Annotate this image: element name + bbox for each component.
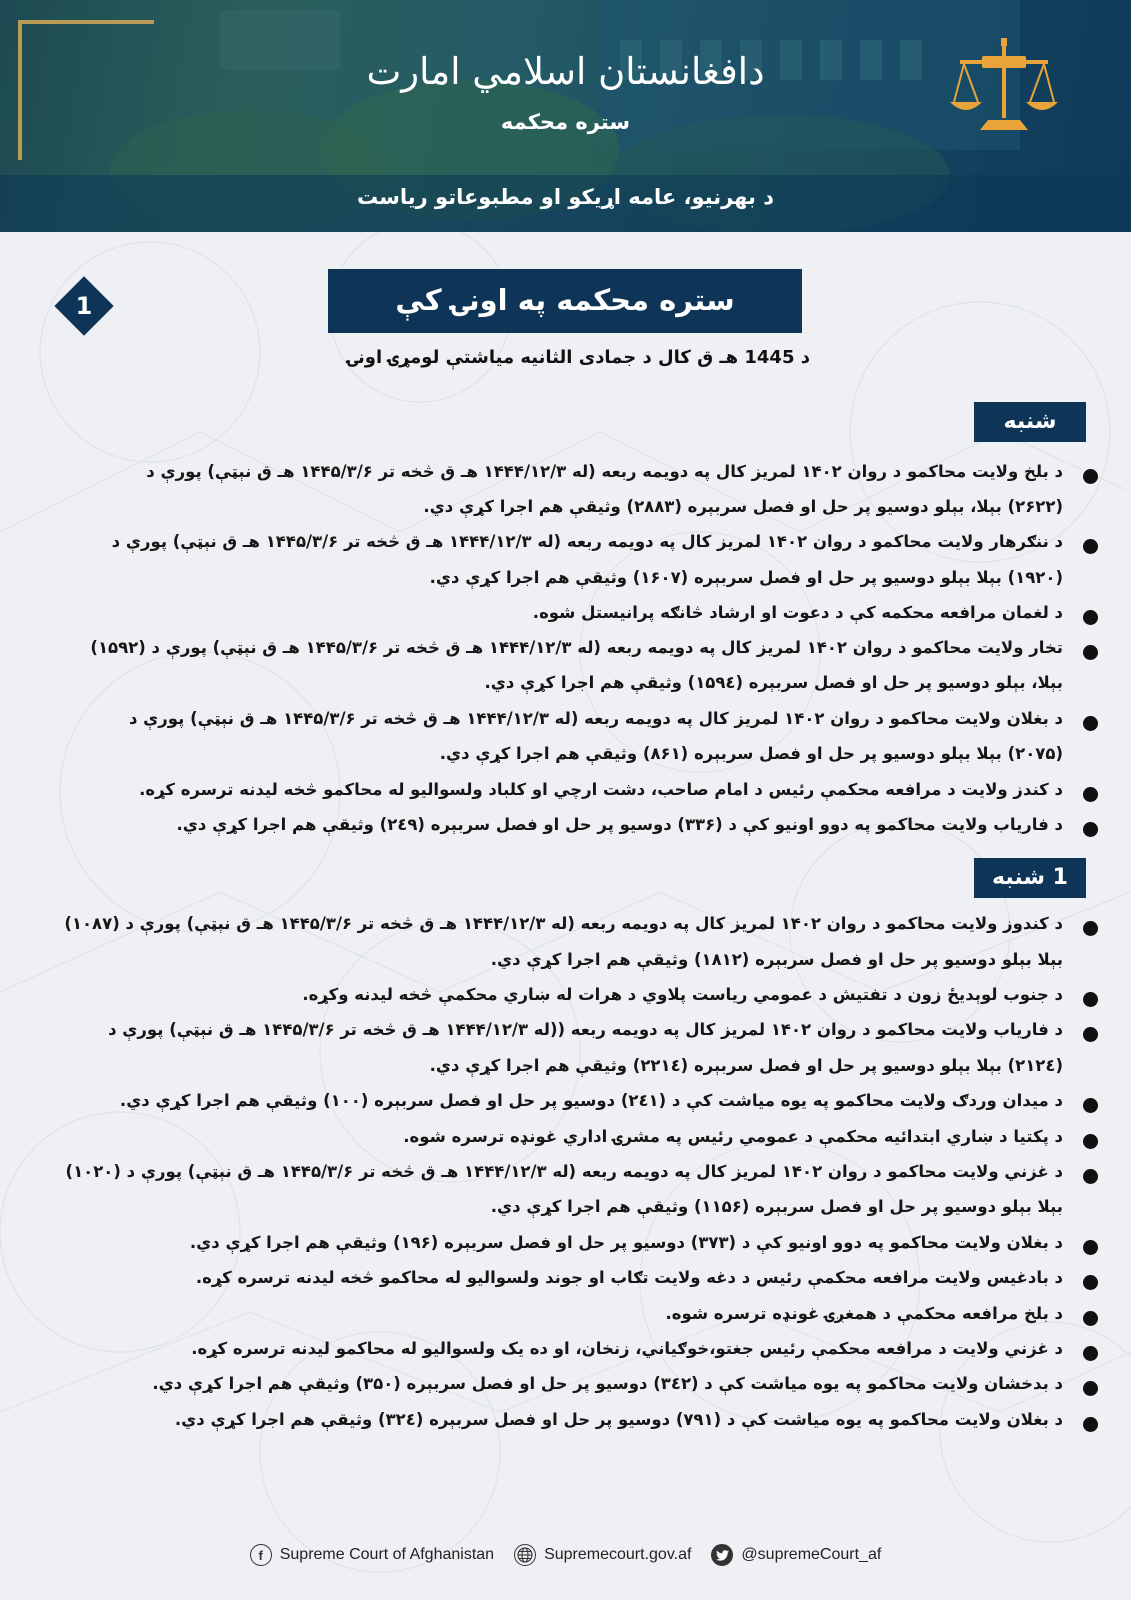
facebook-icon: f bbox=[250, 1544, 272, 1566]
court-name: ستره محکمه bbox=[500, 110, 631, 134]
subtitle: د 1445 هـ ق کال د جمادی الثانیه میاشتې لومړۍ اونۍ bbox=[347, 347, 810, 368]
list-item: د کندز ولایت د مرافعه محکمې رئیس د امام صاحب، دشت ارچي او کلباد ولسوالیو له محاکمو څخه لیدنه ترسره کړه. bbox=[139, 780, 1063, 799]
website-link[interactable] bbox=[514, 1544, 691, 1566]
facebook-link[interactable] bbox=[250, 1544, 494, 1566]
list-item: د غزني ولایت محاکمو د روان ۱۴۰۲ لمریز کال په دویمه ربعه (له ۱۴۴۴/۱۲/۳ هـ ق څخه تر ۱۴۴۵/۳/۶ هـ ق نېټې) پورې د (۱۰۲۰) bbox=[65, 1162, 1063, 1181]
list-item: د ننګرهار ولایت محاکمو د روان ۱۴۰۲ لمریز کال په دویمه ربعه (له ۱۴۴۴/۱۲/۳ هـ ق څخه تر ۱۴۴۵/۳/۶ هـ ق نېټې) پورې د bbox=[111, 532, 1063, 551]
bullet bbox=[1083, 469, 1098, 484]
list-item-continuation: (۲۱۲٤) بېلا بېلو دوسیو پر حل او فصل سربېره (۲۲۱٤) وثیقې هم اجرا کړې دي. bbox=[429, 1056, 1063, 1075]
bullet bbox=[1083, 1275, 1098, 1290]
day-label-sunday: 1 شنبه bbox=[974, 858, 1086, 898]
bullet bbox=[1083, 645, 1098, 660]
website-label: Supremecourt.gov.af bbox=[544, 1546, 692, 1563]
bullet bbox=[1083, 1381, 1098, 1396]
list-item-continuation: (۲۰۷۵) بېلا بېلو دوسیو پر حل او فصل سربېره (۸۶۱) وثیقې هم اجرا کړې دي. bbox=[439, 744, 1063, 763]
list-item-continuation: بېلا بېلو دوسیو پر حل او فصل سربېره (۱۸۱۲) وثیقې هم اجرا کړې دي. bbox=[490, 950, 1063, 969]
list-item: تخار ولایت محاکمو د روان ۱۴۰۲ لمریز کال په دویمه ربعه (له ۱۴۴۴/۱۲/۳ هـ ق څخه تر ۱۴۴۵/۳/۶ هـ ق نېټې) پورې د (۱۵۹۲) bbox=[90, 638, 1063, 657]
header-banner bbox=[0, 0, 1131, 232]
list-item-continuation: بېلا بېلو دوسیو پر حل او فصل سربېره (۱۱۵۶) وثیقې هم اجرا کړې دي. bbox=[490, 1197, 1063, 1216]
bullet bbox=[1083, 539, 1098, 554]
bullet bbox=[1083, 1346, 1098, 1361]
main-title: ستره محکمه په اونۍ کې bbox=[328, 269, 802, 333]
list-item: د کندوز ولایت محاکمو د روان ۱۴۰۲ لمریز کال په دویمه ربعه (له ۱۴۴۴/۱۲/۳ هـ ق څخه تر ۱۴۴۵/۳/۶ هـ ق نېټې) پورې د (۱۰۸۷) bbox=[64, 914, 1063, 933]
bullet bbox=[1083, 992, 1098, 1007]
list-item: د فاریاب ولایت محاکمو په دوو اونیو کې د (۳۳۶) دوسیو پر حل او فصل سربېره (۲٤۹) وثیقې هم اجرا کړې دي. bbox=[176, 815, 1063, 834]
bullet bbox=[1083, 716, 1098, 731]
bullet bbox=[1083, 1134, 1098, 1149]
list-item-continuation: (۱۹۲۰) بېلا بېلو دوسیو پر حل او فصل سربېره (۱۶۰۷) وثیقې هم اجرا کړې دي. bbox=[429, 568, 1063, 587]
facebook-label: Supreme Court of Afghanistan bbox=[279, 1546, 495, 1563]
bullet bbox=[1083, 921, 1098, 936]
emirate-title: دافغانستان اسلامي امارت bbox=[366, 50, 765, 93]
bullet bbox=[1083, 1240, 1098, 1255]
bullet bbox=[1083, 822, 1098, 837]
scales-of-justice-icon bbox=[950, 38, 1058, 138]
bullet bbox=[1083, 610, 1098, 625]
bullet bbox=[1083, 1027, 1098, 1042]
page-number: 1 bbox=[75, 292, 93, 320]
list-item: د میدان وردګ ولایت محاکمو په یوه میاشت کې د (۲٤۱) دوسیو پر حل او فصل سربېره (۱۰۰) وثیقې هم اجرا کړې دي. bbox=[119, 1091, 1063, 1110]
list-item: د غزني ولایت د مرافعه محکمې رئیس جغتو،خوګیاني، زنخان، او ده یک ولسوالیو له محاکمو لیدنه ترسره کړه. bbox=[191, 1339, 1063, 1358]
list-item: د بغلان ولایت محاکمو د روان ۱۴۰۲ لمریز کال په دویمه ربعه (له ۱۴۴۴/۱۲/۳ هـ ق څخه تر ۱۴۴۵/۳/۶ هـ ق نېټې) پورې د bbox=[128, 709, 1063, 728]
twitter-icon bbox=[711, 1544, 733, 1566]
list-item: د پکتیا د ښاري ابتدائیه محکمې د عمومي رئیس په مشرۍ اداري غونډه ترسره شوه. bbox=[403, 1127, 1063, 1146]
list-item: د فاریاب ولایت محاکمو د روان ۱۴۰۲ لمریز کال په دویمه ربعه ((له ۱۴۴۴/۱۲/۳ هـ ق څخه تر ۱۴۴۵/۳/۶ هـ ق نېټې) پورې د bbox=[108, 1020, 1063, 1039]
list-item-continuation: بېلا، بېلو دوسیو پر حل او فصل سربېره (۱۵۹٤) وثیقې هم اجرا کړې دي. bbox=[484, 673, 1063, 692]
globe-icon bbox=[514, 1544, 536, 1566]
list-item-continuation: (۲۶۲۲) بېلا، بېلو دوسیو پر حل او فصل سربېره (۲۸۸۳) وثیقې هم اجرا کړې دي. bbox=[423, 497, 1063, 516]
bullet bbox=[1083, 1311, 1098, 1326]
list-item: د بادغیس ولایت مرافعه محکمې رئیس د دغه ولایت تګاب او جوند ولسوالیو له محاکمو څخه لیدنه ترسره کړه. bbox=[195, 1268, 1063, 1287]
bullet bbox=[1083, 1098, 1098, 1113]
twitter-link[interactable] bbox=[711, 1544, 881, 1566]
list-item: د لغمان مرافعه محکمه کې د دعوت او ارشاد څانګه پرانیستل شوه. bbox=[532, 603, 1063, 622]
list-item: د بغلان ولایت محاکمو په دوو اونیو کې د (۳۷۳) دوسیو پر حل او فصل سربېره (۱۹۶) وثیقې هم اجرا کړې دي. bbox=[189, 1233, 1063, 1252]
footer bbox=[0, 1540, 1131, 1570]
list-item: د بغلان ولایت محاکمو په یوه میاشت کې د (۷۹۱) دوسیو پر حل او فصل سربېره (۳۲٤) وثیقې هم اجرا کړې دي. bbox=[174, 1410, 1063, 1429]
bullet bbox=[1083, 1417, 1098, 1432]
bullet bbox=[1083, 787, 1098, 802]
list-item: د بلخ مرافعه محکمې د همغږۍ غونډه ترسره شوه. bbox=[665, 1304, 1063, 1323]
list-item: د بلخ ولایت محاکمو د روان ۱۴۰۲ لمریز کال په دویمه ربعه (له ۱۴۴۴/۱۲/۳ هـ ق څخه تر ۱۴۴۵/۳/۶ هـ ق نېټې) پورې د bbox=[146, 462, 1063, 481]
directorate-name: د بهرنیو، عامه اړیکو او مطبوعاتو ریاست bbox=[356, 185, 775, 209]
twitter-label: @supremeCourt_af bbox=[741, 1546, 882, 1563]
bullet bbox=[1083, 1169, 1098, 1184]
day-label-saturday: شنبه bbox=[974, 402, 1086, 442]
list-item: د بدخشان ولایت محاکمو په یوه میاشت کې د (۳٤۲) دوسیو پر حل او فصل سربېره (۳۵۰) وثیقې هم اجرا کړې دي. bbox=[152, 1374, 1063, 1393]
list-item: د جنوب لوېدیځ زون د تفتیش د عمومي ریاست پلاوي د هرات له ښاري محکمې څخه لیدنه وکړه. bbox=[302, 985, 1063, 1004]
